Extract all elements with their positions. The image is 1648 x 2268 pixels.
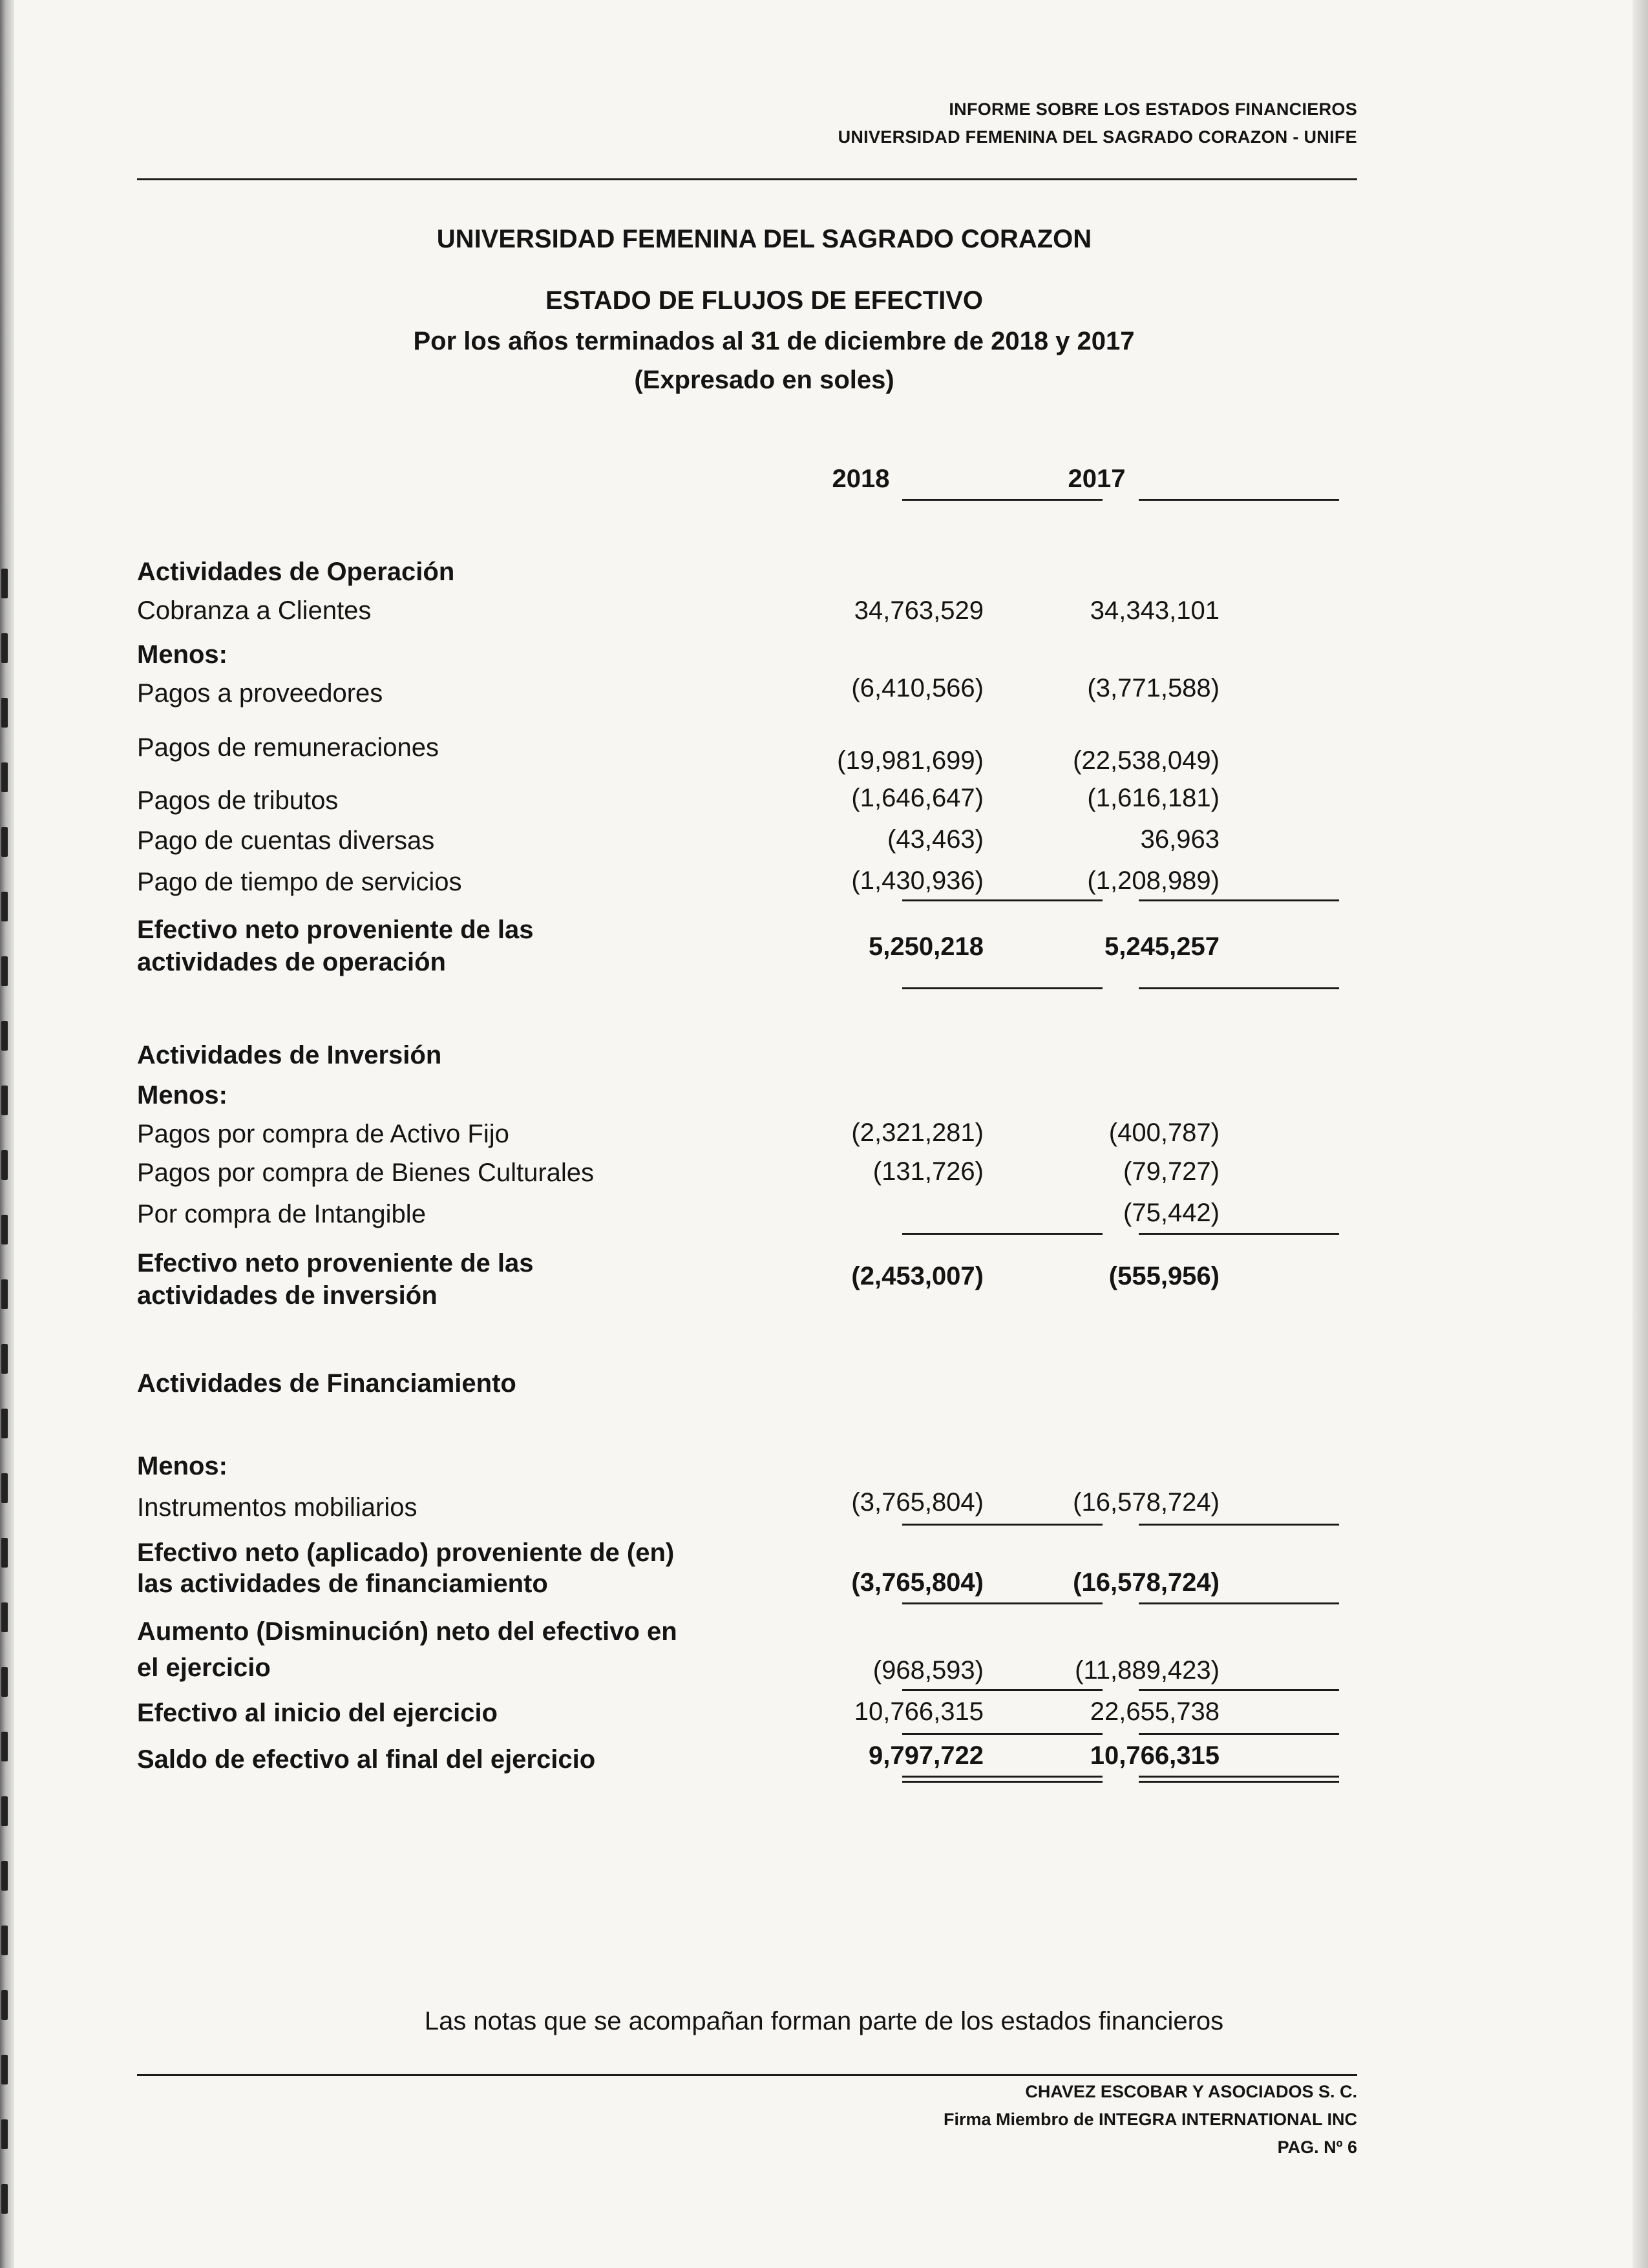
- row-label: Instrumentos mobiliarios: [137, 1493, 417, 1522]
- net-change-2018: (968,593): [872, 1656, 984, 1685]
- row-value-2017: 34,343,101: [1090, 596, 1220, 625]
- row-value-2017: (22,538,049): [1073, 746, 1220, 775]
- operating-total-label-2: actividades de operación: [137, 948, 446, 976]
- notes-statement: Las notas que se acompañan forman parte de los estados financieros: [424, 2007, 1224, 2035]
- row-value-2018: (1,430,936): [851, 866, 984, 895]
- statement-currency: (Expresado en soles): [634, 366, 894, 394]
- subtotal-rule-2017: [1139, 1524, 1339, 1526]
- closing-cash-label: Saldo de efectivo al final del ejercicio: [137, 1745, 596, 1774]
- report-header-line2: UNIVERSIDAD FEMENINA DEL SAGRADO CORAZON - UNIFE: [838, 127, 1357, 147]
- subtotal-rule-2017: [1139, 1733, 1339, 1735]
- column-2018: 2018: [832, 465, 890, 493]
- operating-total-2017: 5,245,257: [1104, 932, 1220, 961]
- operating-heading: Actividades de Operación: [137, 558, 455, 586]
- financing-heading: Actividades de Financiamiento: [137, 1369, 516, 1398]
- row-label: Pagos de remuneraciones: [137, 733, 439, 762]
- less-label: Menos:: [137, 1081, 227, 1109]
- report-header: [838, 96, 1357, 151]
- subtotal-rule-2018: [902, 1733, 1103, 1735]
- net-change-label-2: el ejercicio: [137, 1654, 271, 1682]
- page-number: PAG. Nº 6: [1277, 2137, 1357, 2157]
- row-value-2018: (43,463): [887, 825, 984, 854]
- investing-heading: Actividades de Inversión: [137, 1041, 442, 1069]
- row-label: Pago de cuentas diversas: [137, 826, 435, 855]
- subtotal-rule-2018: [902, 899, 1103, 901]
- column-2017: 2017: [1068, 465, 1126, 493]
- row-value-2018: (131,726): [872, 1157, 984, 1186]
- row-value-2017: (75,442): [1123, 1199, 1220, 1227]
- row-value-2017: (3,771,588): [1087, 674, 1220, 702]
- financing-total-2017: (16,578,724): [1073, 1568, 1220, 1597]
- column-2018-rule: [902, 499, 1103, 501]
- subtotal-rule-2017: [1139, 1233, 1339, 1235]
- less-label: Menos:: [137, 1452, 227, 1480]
- row-value-2017: (79,727): [1123, 1157, 1220, 1186]
- net-change-2017: (11,889,423): [1075, 1656, 1220, 1685]
- operating-total-label-1: Efectivo neto proveniente de las: [137, 916, 534, 944]
- row-value-2018: (2,321,281): [851, 1118, 984, 1147]
- footer-rule: [137, 2074, 1357, 2076]
- firm-footer: [944, 2078, 1357, 2161]
- row-value-2017: (1,208,989): [1087, 866, 1220, 895]
- investing-total-2017: (555,956): [1108, 1262, 1220, 1290]
- row-label: Pagos a proveedores: [137, 679, 383, 708]
- double-rule-2017-a: [1139, 1776, 1339, 1778]
- net-change-label-1: Aumento (Disminución) neto del efectivo en: [137, 1617, 677, 1646]
- report-header-line1: INFORME SOBRE LOS ESTADOS FINANCIEROS: [949, 100, 1357, 119]
- row-value-2018: (6,410,566): [851, 674, 984, 702]
- less-label: Menos:: [137, 640, 227, 669]
- total-rule-2018: [902, 1602, 1103, 1604]
- firm-name: CHAVEZ ESCOBAR Y ASOCIADOS S. C.: [1025, 2082, 1357, 2101]
- row-value-2017: (400,787): [1108, 1118, 1220, 1147]
- column-2017-rule: [1139, 499, 1339, 501]
- double-rule-2018-b: [902, 1781, 1103, 1783]
- statement-name: ESTADO DE FLUJOS DE EFECTIVO: [545, 286, 984, 315]
- total-rule-2017: [1139, 1602, 1339, 1604]
- subtotal-rule-2018: [902, 1233, 1103, 1235]
- row-label: Pagos por compra de Activo Fijo: [137, 1120, 509, 1148]
- row-value-2017: (1,616,181): [1087, 784, 1220, 812]
- row-label: Pagos por compra de Bienes Culturales: [137, 1159, 595, 1187]
- operating-total-2018: 5,250,218: [869, 932, 984, 961]
- row-value-2018: (19,981,699): [837, 746, 984, 775]
- investing-total-2018: (2,453,007): [851, 1262, 984, 1290]
- opening-cash-2018: 10,766,315: [854, 1697, 984, 1726]
- row-label: Pagos de tributos: [137, 786, 339, 815]
- row-value-2018: 34,763,529: [854, 596, 984, 625]
- row-value-2017: 36,963: [1140, 825, 1220, 854]
- statement-period: Por los años terminados al 31 de diciembre de 2018 y 2017: [413, 327, 1135, 355]
- row-value-2017: (16,578,724): [1073, 1488, 1220, 1517]
- subtotal-rule-2018: [902, 1524, 1103, 1526]
- subtotal-rule-2017: [1139, 1689, 1339, 1691]
- institution-name: UNIVERSIDAD FEMENINA DEL SAGRADO CORAZON: [436, 225, 1092, 253]
- subtotal-rule-2017: [1139, 899, 1339, 901]
- header-rule: [137, 178, 1357, 180]
- total-rule-2018: [902, 987, 1103, 989]
- financing-total-label-2: las actividades de financiamiento: [137, 1570, 548, 1598]
- subtotal-rule-2018: [902, 1689, 1103, 1691]
- double-rule-2018-a: [902, 1776, 1103, 1778]
- closing-cash-2017: 10,766,315: [1090, 1741, 1220, 1770]
- row-label: Cobranza a Clientes: [137, 596, 372, 625]
- double-rule-2017-b: [1139, 1781, 1339, 1783]
- investing-total-label-1: Efectivo neto proveniente de las: [137, 1249, 534, 1277]
- financing-total-2018: (3,765,804): [851, 1568, 984, 1597]
- financing-total-label-1: Efectivo neto (aplicado) proveniente de (en): [137, 1538, 675, 1567]
- total-rule-2017: [1139, 987, 1339, 989]
- statement-title: [0, 218, 1648, 399]
- row-value-2018: (3,765,804): [851, 1488, 984, 1517]
- investing-total-label-2: actividades de inversión: [137, 1281, 438, 1310]
- firm-member: Firma Miembro de INTEGRA INTERNATIONAL INC: [943, 2110, 1357, 2129]
- row-label: Por compra de Intangible: [137, 1200, 426, 1228]
- row-value-2018: (1,646,647): [851, 784, 984, 812]
- opening-cash-2017: 22,655,738: [1090, 1697, 1220, 1726]
- closing-cash-2018: 9,797,722: [869, 1741, 984, 1770]
- row-label: Pago de tiempo de servicios: [137, 868, 462, 896]
- opening-cash-label: Efectivo al inicio del ejercicio: [137, 1699, 498, 1727]
